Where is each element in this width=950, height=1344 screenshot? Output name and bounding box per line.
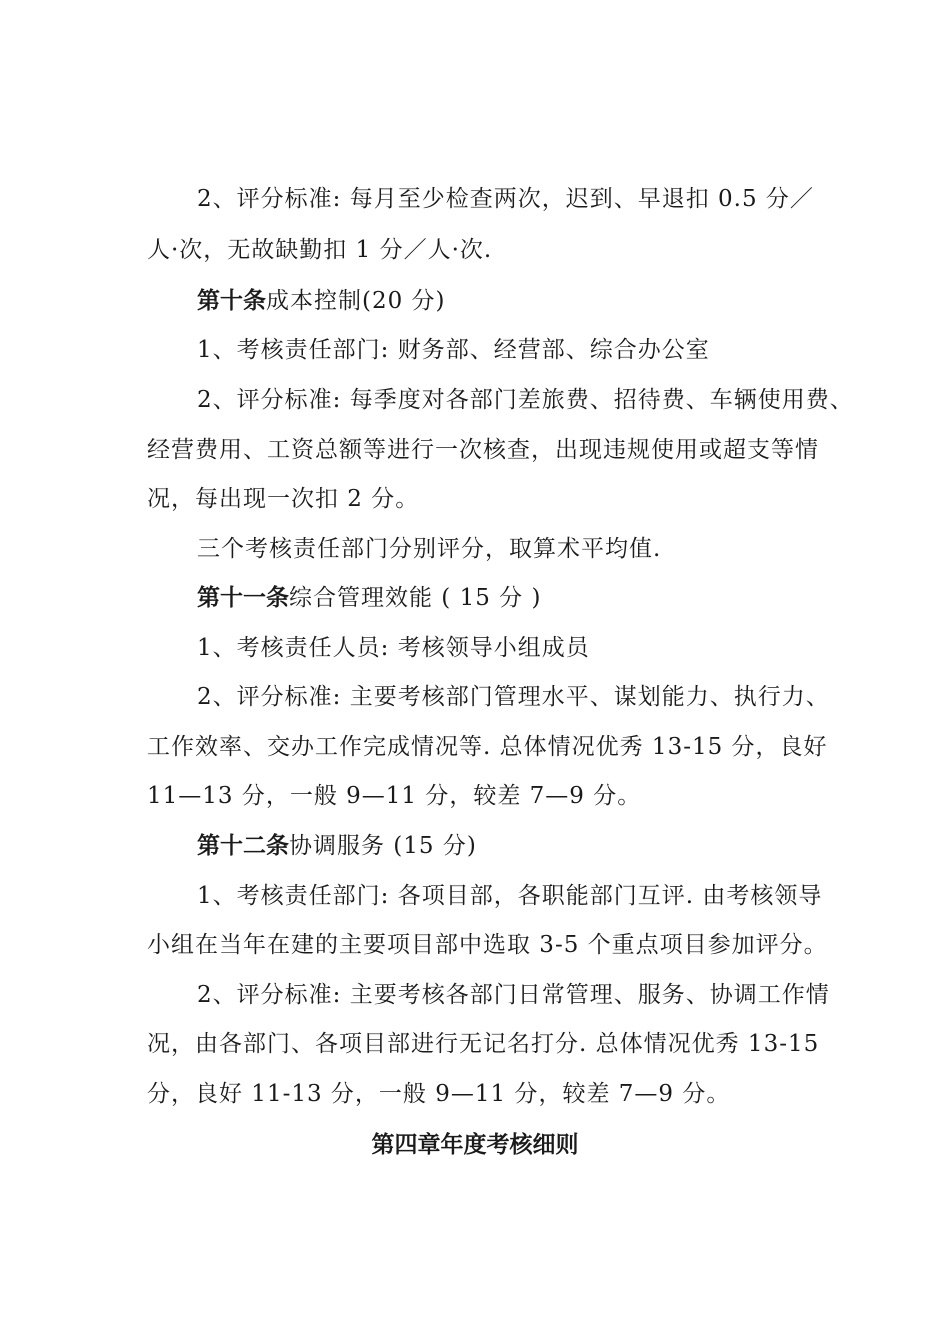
paragraph-line: 况，每出现一次扣 2 分。 [147, 486, 420, 512]
article-heading [197, 286, 446, 316]
paragraph-line: 小组在当年在建的主要项目部中选取 3-5 个重点项目参加评分。 [147, 932, 828, 958]
article-title: 综合管理效能 ( 15 分 ) [289, 585, 542, 611]
paragraph-line: 2、评分标准: 主要考核部门管理水平、谋划能力、执行力、 [197, 684, 830, 710]
paragraph-line: 2、评分标准: 主要考核各部门日常管理、服务、协调工作情 [197, 982, 830, 1008]
paragraph-line: 经营费用、工资总额等进行一次核查，出现违规使用或超支等情 [147, 437, 819, 463]
paragraph-line: 1、考核责任人员: 考核领导小组成员 [197, 635, 590, 661]
paragraph-line: 工作效率、交办工作完成情况等. 总体情况优秀 13-15 分，良好 [147, 734, 828, 760]
chapter-title: 第四章年度考核细则 [371, 1132, 579, 1158]
article-title: 成本控制(20 分) [266, 288, 446, 314]
article-number: 第十一条 [197, 585, 289, 611]
article-number: 第十二条 [197, 833, 289, 859]
paragraph-line: 分，良好 11-13 分，一般 9—11 分，较差 7—9 分。 [147, 1081, 731, 1107]
paragraph-line: 11—13 分，一般 9—11 分，较差 7—9 分。 [147, 783, 642, 809]
article-title: 协调服务 (15 分) [289, 833, 477, 859]
paragraph-line: 1、考核责任部门: 各项目部，各职能部门互评. 由考核领导 [197, 883, 823, 909]
article-heading [197, 831, 477, 861]
paragraph-line: 1、考核责任部门: 财务部、经营部、综合办公室 [197, 337, 710, 363]
paragraph-line: 人·次，无故缺勤扣 1 分／人·次. [147, 237, 493, 263]
paragraph-line: 2、评分标准: 每月至少检查两次，迟到、早退扣 0.5 分／ [197, 186, 814, 212]
article-number: 第十条 [197, 288, 266, 314]
paragraph-line: 三个考核责任部门分别评分，取算术平均值. [197, 536, 662, 562]
paragraph-line: 2、评分标准: 每季度对各部门差旅费、招待费、车辆使用费、 [197, 387, 854, 413]
article-heading [197, 583, 541, 613]
paragraph-line: 况，由各部门、各项目部进行无记名打分. 总体情况优秀 13-15 [147, 1031, 820, 1057]
